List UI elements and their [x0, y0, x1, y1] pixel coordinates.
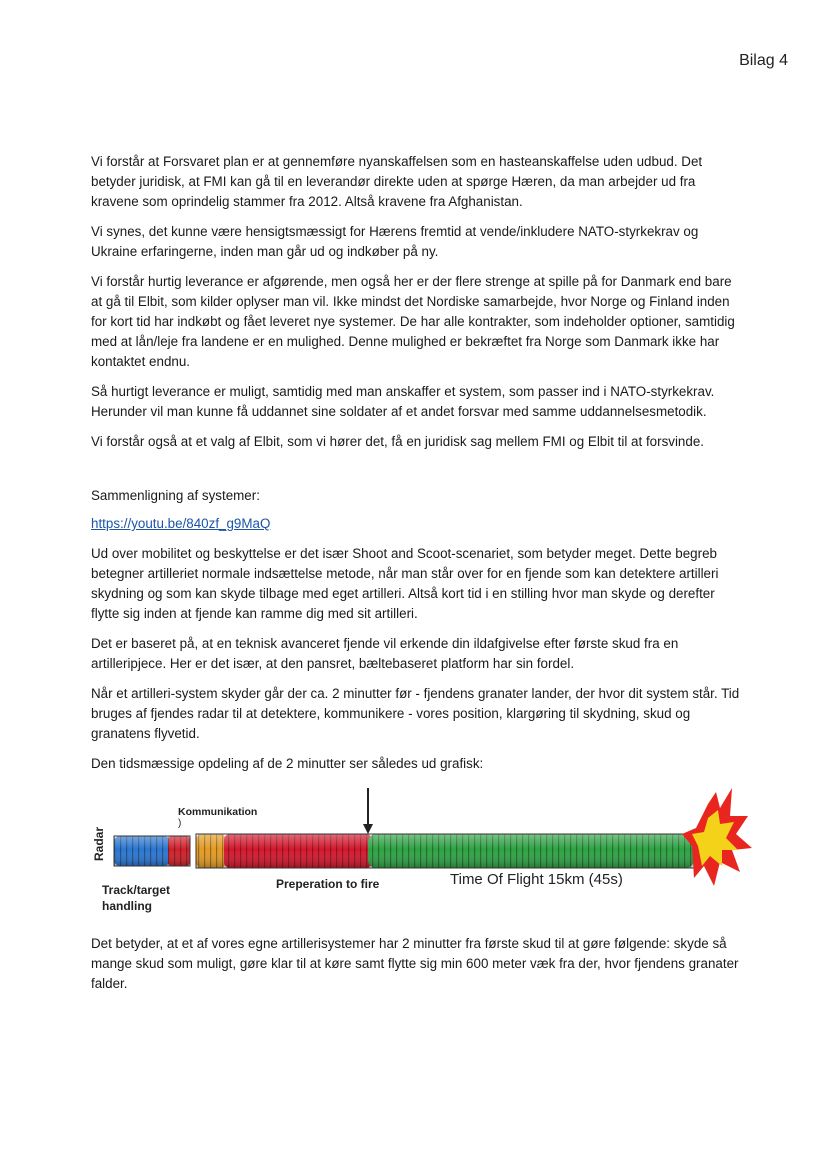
paragraph: Vi forstår at Forsvaret plan er at gennemføre nyanskaffelsen som en hasteanskaffelse uden udbud. Det betyder juridisk, at FMI kan gå til en leverandør direkte uden at spørge Hæren, da man arbejder ud fra kravene som oprindelig stammer fra 2012. Altså kravene fra Afghanistan. [91, 154, 703, 209]
section-heading: Sammenligning af systemer: [91, 488, 260, 503]
paragraph: Ud over mobilitet og beskyttelse er det især Shoot and Scoot-scenariet, som betyder meget. Dette begreb betegner artilleriet normale indsættelse metode, når man står over for en fjende som kan detektere artilleri skydning og som kan skyde tilbage med eget artilleri. Altså kort tid i en stilling hvor man skyde og derefter flytte sig inden at fjende kan ramme dig med sit artilleri. [91, 546, 719, 621]
page-label: Bilag 4 [739, 52, 788, 69]
paragraph: Det er baseret på, at en teknisk avanceret fjende vil erkende din ildafgivelse efter første skud fra en artilleripjece. Her er det især, at den pansret, bæltebaseret platform har sin fordel. [91, 636, 679, 671]
label-time-of-flight: Time Of Flight 15km (45s) [450, 871, 623, 888]
label-kommunikation-bracket: ) [178, 818, 182, 829]
label-preparation: Preperation to fire [276, 877, 380, 891]
paragraph: Vi forstår også at et valg af Elbit, som vi hører det, få en juridisk sag mellem FMI og Elbit til at forsvinde. [91, 434, 704, 449]
closing-paragraph [91, 934, 741, 994]
paragraph: Når et artilleri-system skyder går der ca. 2 minutter før - fjendens granater lander, der hvor dit system står. Tid bruges af fjendes radar til at detektere, kommunikere - vores position, klargøring til skydning, skud og granatens flyvetid. [91, 686, 740, 741]
paragraph: Så hurtigt leverance er muligt, samtidig med man anskaffer et system, som passer ind i NATO-styrkekrav. Herunder vil man kunne få uddannet sine soldater af et andet forsvar med samme uddannelsesmetodik. [91, 384, 715, 419]
video-link[interactable]: https://youtu.be/840zf_g9MaQ [91, 516, 271, 531]
label-kommunikation: Kommunikation [178, 806, 258, 818]
timeline-figure [92, 786, 756, 918]
paragraph: Det betyder, at et af vores egne artillerisystemer har 2 minutter fra første skud til at gøre følgende: skyde så mange skud som muligt, gøre klar til at køre samt flytte sig min 600 meter væk fra der, hvor fjendens granater falder. [91, 936, 739, 991]
paragraph: Vi synes, det kunne være hensigtsmæssigt for Hærens fremtid at vende/inkludere NATO-styrkekrav og Ukraine erfaringerne, inden man går ud og indkøber på ny. [91, 224, 699, 259]
label-track: Track/target handling [102, 883, 171, 913]
paragraph: Den tidsmæssige opdeling af de 2 minutter ser således ud grafisk: [91, 756, 484, 771]
document-body [91, 152, 741, 784]
label-radar: Radar [92, 826, 107, 862]
paragraph: Vi forstår hurtig leverance er afgørende, men også her er der flere strenge at spille på for Danmark end bare at gå til Elbit, som kilder oplyser man vil. Ikke mindst det Nordiske samarbejde, hvor Norge og Finland inden for kort tid har indkøbt og fået leveret nye systemer. De har alle kontrakter, som indeholder optioner, samtidig med at lån/leje fra landene er en mulighed. Denne mulighed er bekræftet fra Norge som Danmark ikke har kontaktet endnu. [91, 274, 735, 369]
